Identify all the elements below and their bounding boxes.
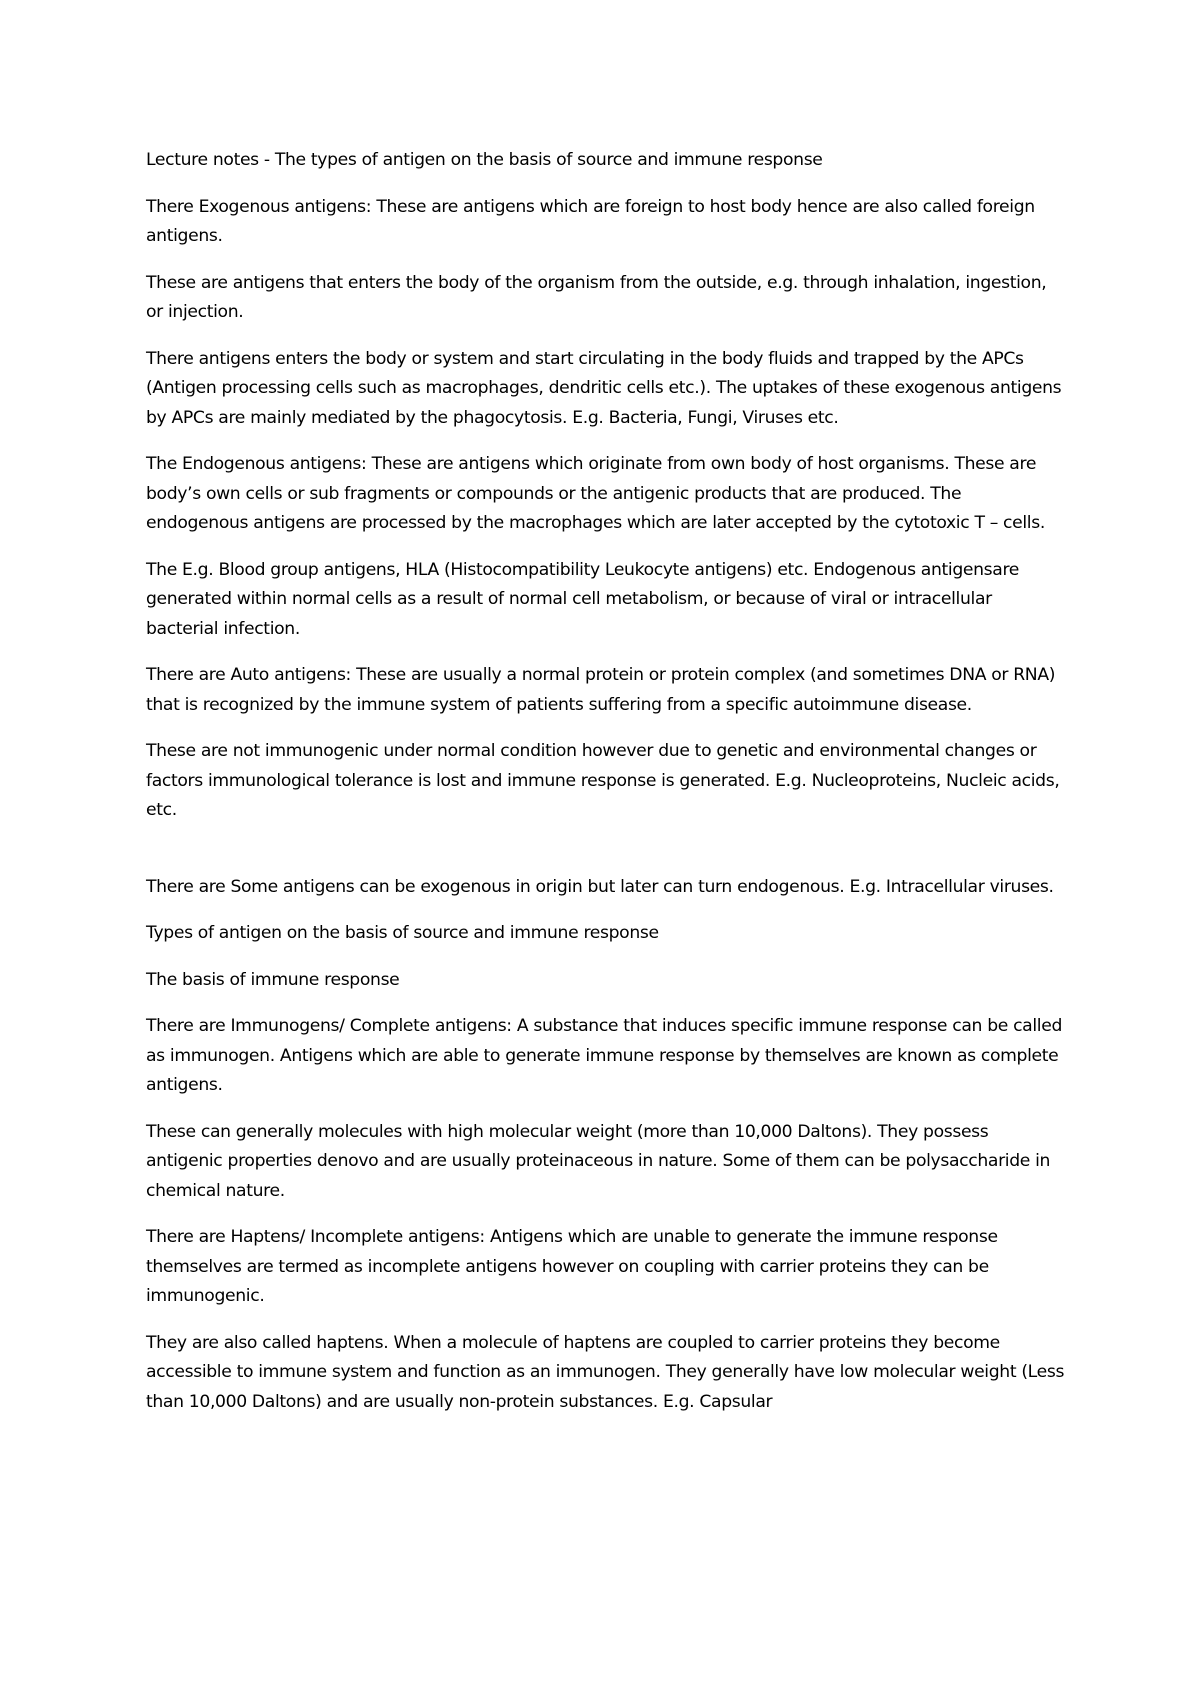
paragraph-immunogens-properties: These can generally molecules with high molecular weight (more than 10,000 Daltons). They possess antigenic properties denovo and are usually proteinaceous in nature. Some of them can be polysaccharide in chemical nature.	[146, 1121, 1051, 1201]
section-heading-immune-response: The basis of immune response	[146, 969, 400, 990]
paragraph-exogenous-antigens: There Exogenous antigens: These are antigens which are foreign to host body hence are also called foreign antigens.	[146, 196, 1035, 246]
paragraph-exogenous-circulation: There antigens enters the body or system and start circulating in the body fluids and trapped by the APCs (Antigen processing cells such as macrophages, dendritic cells etc.). The uptakes of these exogenous antigens by APCs are mainly mediated by the phagocytosis. E.g. Bacteria, Fungi, Viruses etc.	[146, 348, 1062, 428]
lecture-title: Lecture notes - The types of antigen on the basis of source and immune response	[146, 150, 823, 170]
paragraph-auto-antigens-tolerance: These are not immunogenic under normal condition however due to genetic and environmental changes or factors immunological tolerance is lost and immune response is generated. E.g. Nucleoproteins, Nucleic acids, etc.	[146, 741, 1060, 820]
paragraph-haptens: There are Haptens/ Incomplete antigens: Antigens which are unable to generate the immune response themselves are termed as incomplete antigens however on coupling with carrier proteins they can be immunogenic.	[146, 1227, 998, 1306]
paragraph-endogenous-examples: The E.g. Blood group antigens, HLA (Histocompatibility Leukocyte antigens) etc. Endogenous antigensare generated within normal cells as a result of normal cell metabolism, or because of viral or intracellular bacterial infection.	[146, 559, 1020, 639]
paragraph-immunogens: There are Immunogens/ Complete antigens: A substance that induces specific immune response can be called as immunogen. Antigens which are able to generate immune response by themselves are known as complete antigens.	[146, 1016, 1063, 1095]
section-heading-types: Types of antigen on the basis of source and immune response	[146, 923, 659, 943]
paragraph-endogenous-antigens: The Endogenous antigens: These are antigens which originate from own body of host organisms. These are body’s own cells or sub fragments or compounds or the antigenic products that are produced. The endogenous antigens are processed by the macrophages which are later accepted by the cytotoxic T – cells.	[146, 454, 1045, 533]
paragraph-exogenous-entry: These are antigens that enters the body of the organism from the outside, e.g. through inhalation, ingestion, or injection.	[146, 272, 1047, 322]
paragraph-exogenous-to-endogenous: There are Some antigens can be exogenous in origin but later can turn endogenous. E.g. Intracellular viruses.	[146, 876, 1054, 897]
document-body	[146, 146, 1066, 1434]
paragraph-haptens-details: They are also called haptens. When a molecule of haptens are coupled to carrier proteins they become accessible to immune system and function as an immunogen. They generally have low molecular weight (Less than 10,000 Daltons) and are usually non-protein substances. E.g. Capsular	[146, 1332, 1065, 1412]
paragraph-auto-antigens: There are Auto antigens: These are usually a normal protein or protein complex (and sometimes DNA or RNA) that is recognized by the immune system of patients suffering from a specific autoimmune disease.	[146, 665, 1056, 715]
